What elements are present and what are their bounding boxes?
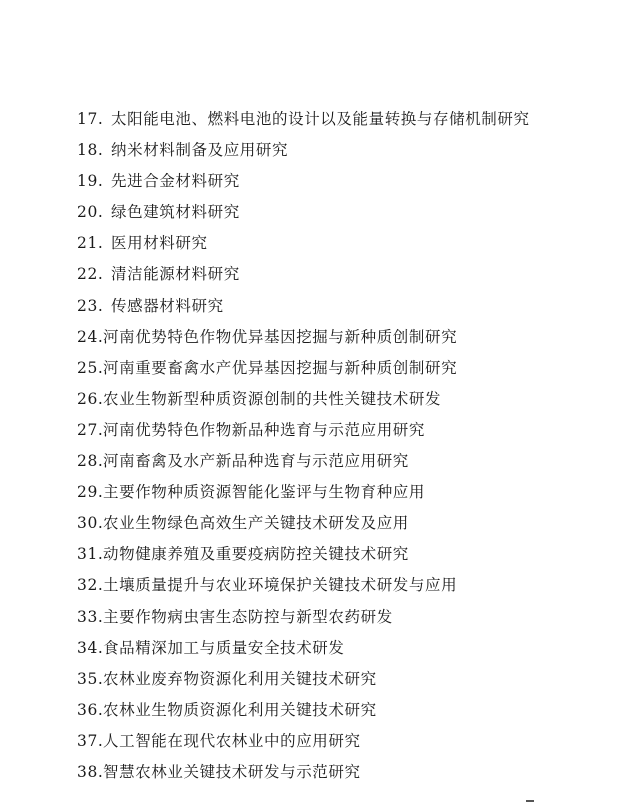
item-number: 26. <box>77 389 104 408</box>
item-number: 34. <box>77 638 104 657</box>
item-number: 36. <box>77 700 104 719</box>
item-number: 28. <box>77 452 104 471</box>
item-number: 25. <box>77 358 104 377</box>
item-text: 绿色建筑材料研究 <box>111 203 240 222</box>
item-text: 河南优势特色作物新品种选育与示范应用研究 <box>103 420 426 439</box>
list-item <box>77 415 530 446</box>
item-text: 河南畜禽及水产新品种选育与示范应用研究 <box>103 452 409 471</box>
item-text: 清洁能源材料研究 <box>111 265 240 284</box>
list-item <box>77 539 530 570</box>
item-number: 29. <box>77 483 104 502</box>
item-number: 33. <box>77 607 104 626</box>
item-text: 医用材料研究 <box>111 234 208 253</box>
list-item <box>77 135 530 166</box>
item-text: 主要作物病虫害生态防控与新型农药研发 <box>103 607 393 626</box>
list-item <box>77 259 530 290</box>
item-text: 先进合金材料研究 <box>111 172 240 191</box>
list-item <box>77 228 530 259</box>
item-number: 35. <box>77 669 104 688</box>
list-item <box>77 508 530 539</box>
list-item <box>77 322 530 353</box>
item-text: 智慧农林业关键技术研发与示范研究 <box>103 762 361 781</box>
list-item <box>77 197 530 228</box>
item-text: 农业生物新型种质资源创制的共性关键技术研发 <box>103 389 442 408</box>
item-text: 纳米材料制备及应用研究 <box>111 141 289 160</box>
list-item <box>77 104 530 135</box>
item-text: 土壤质量提升与农业环境保护关键技术研发与应用 <box>103 576 458 595</box>
item-number: 27. <box>77 420 104 439</box>
item-number: 21. <box>77 234 104 253</box>
item-text: 河南重要畜禽水产优异基因挖掘与新种质创制研究 <box>103 358 458 377</box>
item-number: 30. <box>77 514 104 533</box>
item-number: 18. <box>77 141 104 160</box>
item-number: 23. <box>77 296 104 315</box>
item-number: 17. <box>77 110 104 128</box>
item-text: 主要作物种质资源智能化鉴评与生物育种应用 <box>103 483 426 502</box>
list-item <box>77 757 530 788</box>
item-text: 传感器材料研究 <box>111 296 224 315</box>
list-item <box>77 166 530 197</box>
item-number: 24. <box>77 327 104 346</box>
item-text: 食品精深加工与质量安全技术研发 <box>103 638 345 657</box>
item-text: 人工智能在现代农林业中的应用研究 <box>103 731 361 750</box>
list-item <box>77 477 530 508</box>
research-topic-list <box>77 104 530 788</box>
page-edge-mark <box>526 800 534 802</box>
item-text: 农林业废弃物资源化利用关键技术研究 <box>103 669 377 688</box>
list-item <box>77 384 530 415</box>
item-text: 农业生物绿色高效生产关键技术研发及应用 <box>103 514 409 533</box>
list-item <box>77 446 530 477</box>
item-number: 20. <box>77 203 104 222</box>
item-text: 河南优势特色作物优异基因挖掘与新种质创制研究 <box>103 327 458 346</box>
item-number: 22. <box>77 265 104 284</box>
list-item <box>77 664 530 695</box>
list-item <box>77 570 530 601</box>
item-number: 19. <box>77 172 104 191</box>
list-item <box>77 726 530 757</box>
item-text: 农林业生物质资源化利用关键技术研究 <box>103 700 377 719</box>
item-number: 38. <box>77 762 104 781</box>
list-item <box>77 633 530 664</box>
item-number: 32. <box>77 576 104 595</box>
list-item <box>77 291 530 322</box>
list-item <box>77 353 530 384</box>
item-text: 太阳能电池、燃料电池的设计以及能量转换与存储机制研究 <box>111 110 530 128</box>
list-item <box>77 602 530 633</box>
list-item <box>77 695 530 726</box>
item-text: 动物健康养殖及重要疫病防控关键技术研究 <box>103 545 409 564</box>
item-number: 37. <box>77 731 104 750</box>
item-number: 31. <box>77 545 104 564</box>
